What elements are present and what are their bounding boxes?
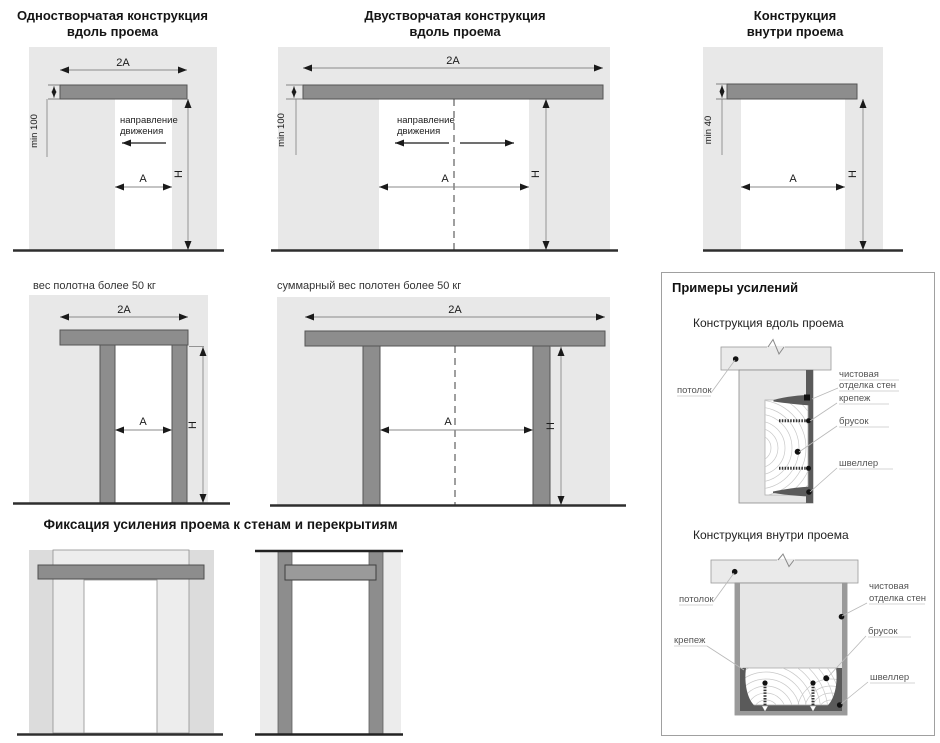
direction-label-line2: движения [120, 126, 164, 137]
example-along-subtitle: Конструкция вдоль проема [693, 316, 844, 330]
ceiling-label: потолок [679, 594, 714, 605]
dim-h-label: H [545, 422, 557, 430]
title-inside-line1: Конструкция [753, 8, 837, 23]
dim-a-label: A [441, 173, 449, 185]
title-single-leaf-line2: вдоль проема [66, 24, 159, 39]
diagram-fixation-posts [250, 548, 410, 738]
dim-a-label: A [444, 416, 452, 428]
diagram-single-heavy [8, 295, 233, 510]
examples-panel-title: Примеры усилений [672, 280, 799, 295]
fastener-marker [804, 395, 810, 401]
title-double-leaf [268, 8, 642, 40]
track-beam [305, 331, 605, 346]
min-offset-label: min 100 [276, 113, 287, 147]
channel-marker-dot [806, 489, 812, 495]
direction-label-line1: направление [397, 115, 455, 126]
dim-h-label: H [187, 421, 199, 429]
diagram-fixation-along [13, 548, 228, 738]
wall-strip-right [383, 551, 401, 734]
diagram-inside-opening [696, 46, 916, 258]
example-along-detail [661, 335, 935, 511]
fastener-label: крепеж [674, 635, 706, 646]
title-fixation: Фиксация усиления проема к стенам и перекрытиям [43, 517, 398, 532]
diagram-double-heavy [270, 297, 630, 510]
ceiling-marker-dot [732, 569, 738, 575]
fastener-leader [810, 403, 837, 421]
reinforcement-post-left [100, 345, 115, 503]
reinforcement-post-left [363, 346, 380, 505]
min-offset-label: min 40 [703, 115, 714, 145]
diagram-single-leaf [8, 46, 220, 258]
finish-marker-dot [839, 614, 845, 620]
dim-h-label: H [847, 170, 859, 178]
ceiling-marker-dot [733, 356, 739, 362]
reinforcement-post-right [172, 345, 187, 503]
example-inside-detail [661, 553, 935, 735]
dim-h-label: H [530, 170, 542, 178]
screw-right-head [810, 680, 815, 685]
dim-a-label: A [139, 173, 147, 185]
finish-label-line1: чистовая [869, 581, 909, 592]
channel-label: швеллер [870, 672, 910, 683]
wall-strip-left [260, 551, 278, 734]
title-double-leaf-line2: вдоль проема [409, 24, 501, 39]
dim-2a-label: 2A [446, 55, 460, 67]
title-inside-line2: внутри проема [746, 24, 844, 39]
fastener-label: крепеж [839, 393, 871, 404]
dim-h-label: H [173, 170, 185, 178]
min-offset-label: min 100 [29, 114, 40, 148]
finish-label-line1: чистовая [839, 369, 879, 380]
title-inside-opening [700, 8, 890, 40]
channel-label: швеллер [839, 458, 879, 469]
title-single-leaf [8, 8, 217, 40]
track-beam [727, 84, 857, 99]
example-inside-subtitle: Конструкция внутри проема [693, 528, 849, 542]
section-border-left [735, 583, 740, 715]
screw-lower-head [806, 466, 811, 471]
door-opening [380, 346, 533, 505]
block-label: брусок [868, 626, 898, 637]
track-beam [60, 330, 188, 345]
track-beam [60, 85, 187, 99]
title-single-leaf-line1: Одностворчатая конструкция [16, 8, 208, 23]
track-beam [285, 565, 376, 580]
direction-label-line1: направление [120, 115, 178, 126]
track-beam [303, 85, 603, 99]
finish-label-line2: отделка стен [839, 380, 896, 391]
direction-label-line2: движения [397, 126, 441, 137]
diagram-double-leaf [268, 46, 628, 258]
block-label: брусок [839, 416, 869, 427]
dim-2a-label: 2A [117, 304, 131, 316]
wood-block [743, 668, 838, 705]
caption-double-heavy: суммарный вес полотен более 50 кг [277, 280, 462, 292]
track-beam [38, 565, 204, 579]
ceiling-label: потолок [677, 385, 712, 396]
finish-label-line2: отделка стен [869, 593, 926, 604]
finish-leader [812, 388, 838, 399]
dim-a-label: A [139, 416, 147, 428]
caption-single-heavy: вес полотна более 50 кг [33, 280, 156, 292]
dim-2a-label: 2A [116, 57, 130, 69]
dim-a-label: A [789, 173, 797, 185]
title-double-leaf-line1: Двустворчатая конструкция [364, 8, 546, 23]
door-opening [84, 580, 157, 733]
screw-left-head [762, 680, 767, 685]
channel-leader [810, 468, 837, 492]
section-border-right [842, 583, 847, 715]
dim-2a-label: 2A [448, 304, 462, 316]
